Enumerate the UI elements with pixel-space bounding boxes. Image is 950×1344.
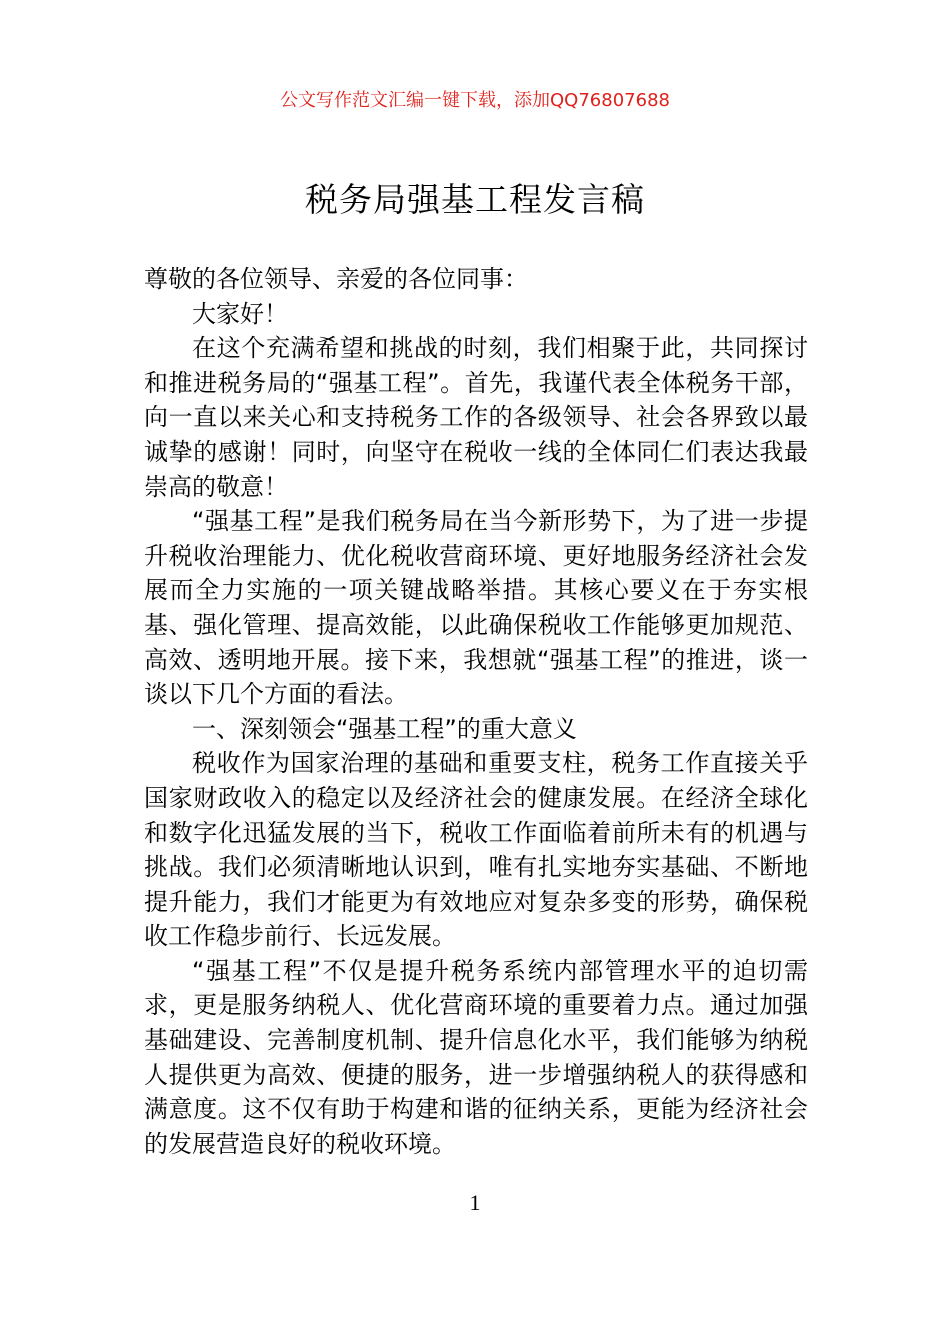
paragraph-opening: 在这个充满希望和挑战的时刻，我们相聚于此，共同探讨和推进税务局的“强基工程”。首先，我谨代表全体税务干部，向一直以来关心和支持税务工作的各级领导、社会各界致以最诚挚的感谢！同时，向坚守在税收一线的全体同仁们表达我最崇高的敬意！ [144,334,808,501]
document-body [144,262,808,1161]
paragraph-greeting: 大家好！ [192,299,288,328]
section-heading-1: 一、深刻领会“强基工程”的重大意义 [192,714,577,743]
header-note: 公文写作范文汇编一键下载，添加QQ76807688 [280,90,670,111]
page-number: 1 [469,1190,481,1215]
paragraph-introduction: “强基工程”是我们税务局在当今新形势下，为了进一步提升税收治理能力、优化税收营商环境、更好地服务经济社会发展而全力实施的一项关键战略举措。其核心要义在于夯实根基、强化管理、提高效能，以此确保税收工作能够更加规范、高效、透明地开展。接下来，我想就“强基工程”的推进，谈一谈以下几个方面的看法。 [144,507,808,709]
paragraph-significance: 税收作为国家治理的基础和重要支柱，税务工作直接关乎国家财政收入的稳定以及经济社会的健康发展。在经济全球化和数字化迅猛发展的当下，税收工作面临着前所未有的机遇与挑战。我们必须清晰地认识到，唯有扎实地夯实基础、不断地提升能力，我们才能更为有效地应对复杂多变的形势，确保税收工作稳步前行、长远发展。 [144,749,808,951]
salutation: 尊敬的各位领导、亲爱的各位同事： [144,265,528,293]
document-title: 税务局强基工程发言稿 [305,180,645,219]
paragraph-service: “强基工程”不仅是提升税务系统内部管理水平的迫切需求，更是服务纳税人、优化营商环境的重要着力点。通过加强基础建设、完善制度机制、提升信息化水平，我们能够为纳税人提供更为高效、便捷的服务，进一步增强纳税人的获得感和满意度。这不仅有助于构建和谐的征纳关系，更能为经济社会的发展营造良好的税收环境。 [144,956,808,1158]
